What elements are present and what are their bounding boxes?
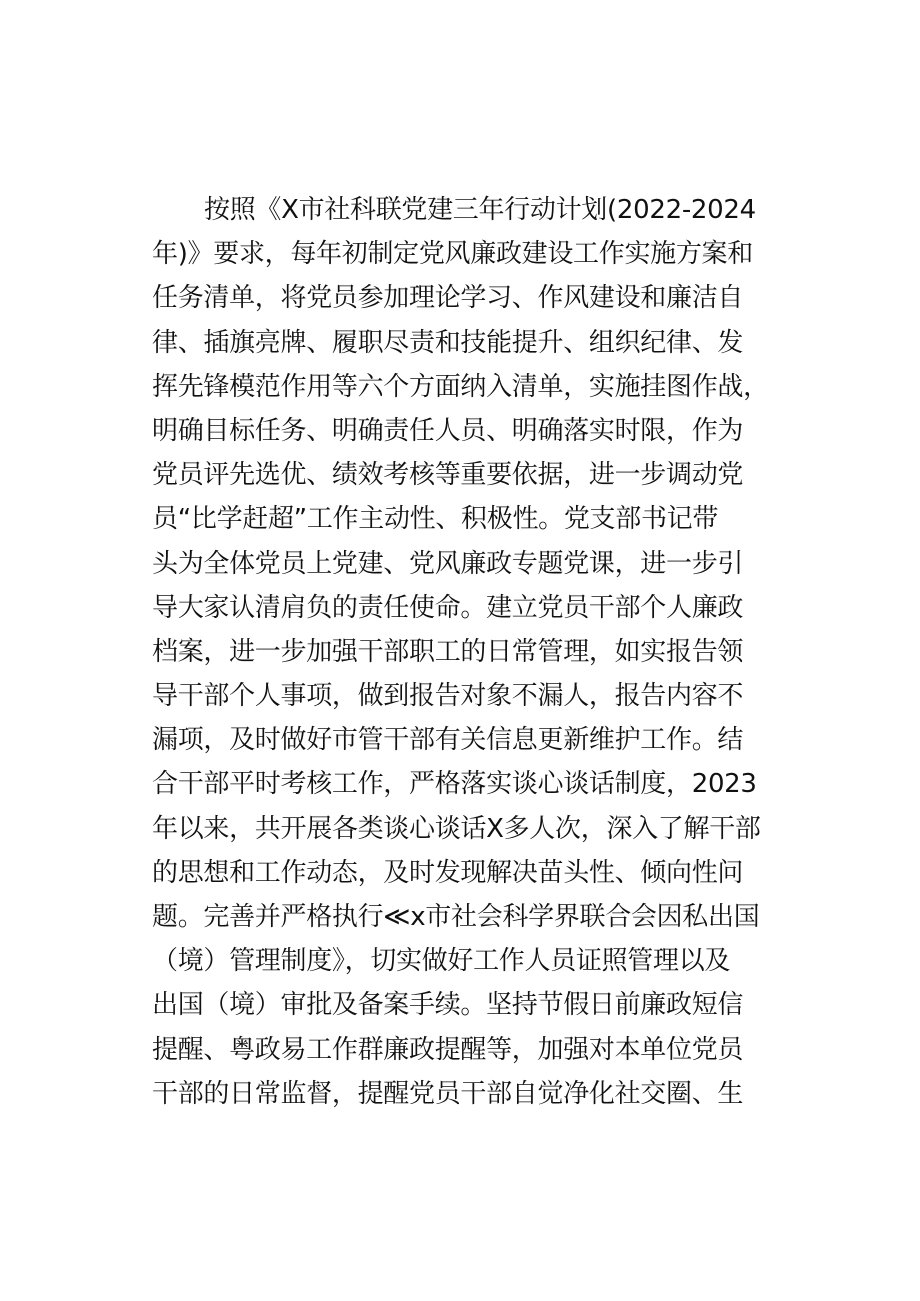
- text-line: 年)》要求，每年初制定党风廉政建设工作实施方案和: [152, 239, 753, 270]
- text-line: 律、插旗亮牌、履职尽责和技能提升、组织纪律、发: [152, 327, 744, 358]
- text-line: 的思想和工作动态，及时发现解决苗头性、倾向性问: [152, 857, 744, 888]
- text-line: （境）管理制度》，切实做好工作人员证照管理以及: [152, 946, 731, 977]
- text-line: 挥先锋模范作用等六个方面纳入清单，实施挂图作战，: [152, 371, 769, 402]
- text-line: 明确目标任务、明确责任人员、明确落实时限，作为: [152, 415, 744, 446]
- text-line: 干部的日常监督，提醒党员干部自觉净化社交圈、生: [152, 1078, 744, 1109]
- text-line: 员“比学赶超”工作主动性、积极性。党支部书记带: [152, 504, 719, 535]
- text-line: 按照《X市社科联党建三年行动计划(2022-2024: [204, 195, 756, 225]
- text-line: 头为全体党员上党建、党风廉政专题党课，进一步引: [152, 548, 744, 579]
- text-line: 导大家认清肩负的责任使命。建立党员干部个人廉政: [152, 592, 744, 623]
- body-paragraph: [152, 188, 776, 1116]
- text-line: 题。完善并严格执行≪x市社会科学界联合会因私出国: [152, 902, 760, 932]
- text-line: 提醒、粤政易工作群廉政提醒等，加强对本单位党员: [152, 1034, 744, 1065]
- text-line: 档案，进一步加强干部职工的日常管理，如实报告领: [152, 636, 744, 667]
- text-line: 党员评先选优、绩效考核等重要依据，进一步调动党: [152, 460, 744, 491]
- text-line: 导干部个人事项，做到报告对象不漏人，报告内容不: [152, 681, 744, 712]
- text-line: 漏项，及时做好市管干部有关信息更新维护工作。结: [152, 725, 744, 756]
- text-line: 年以来，共开展各类谈心谈话X多人次，深入了解干部: [152, 813, 761, 844]
- text-line: 任务清单，将党员参加理论学习、作风建设和廉洁自: [152, 283, 744, 314]
- text-line: 出国（境）审批及备案手续。坚持节假日前廉政短信: [152, 990, 744, 1021]
- text-line: 合干部平时考核工作，严格落实谈心谈话制度，2023: [152, 769, 757, 800]
